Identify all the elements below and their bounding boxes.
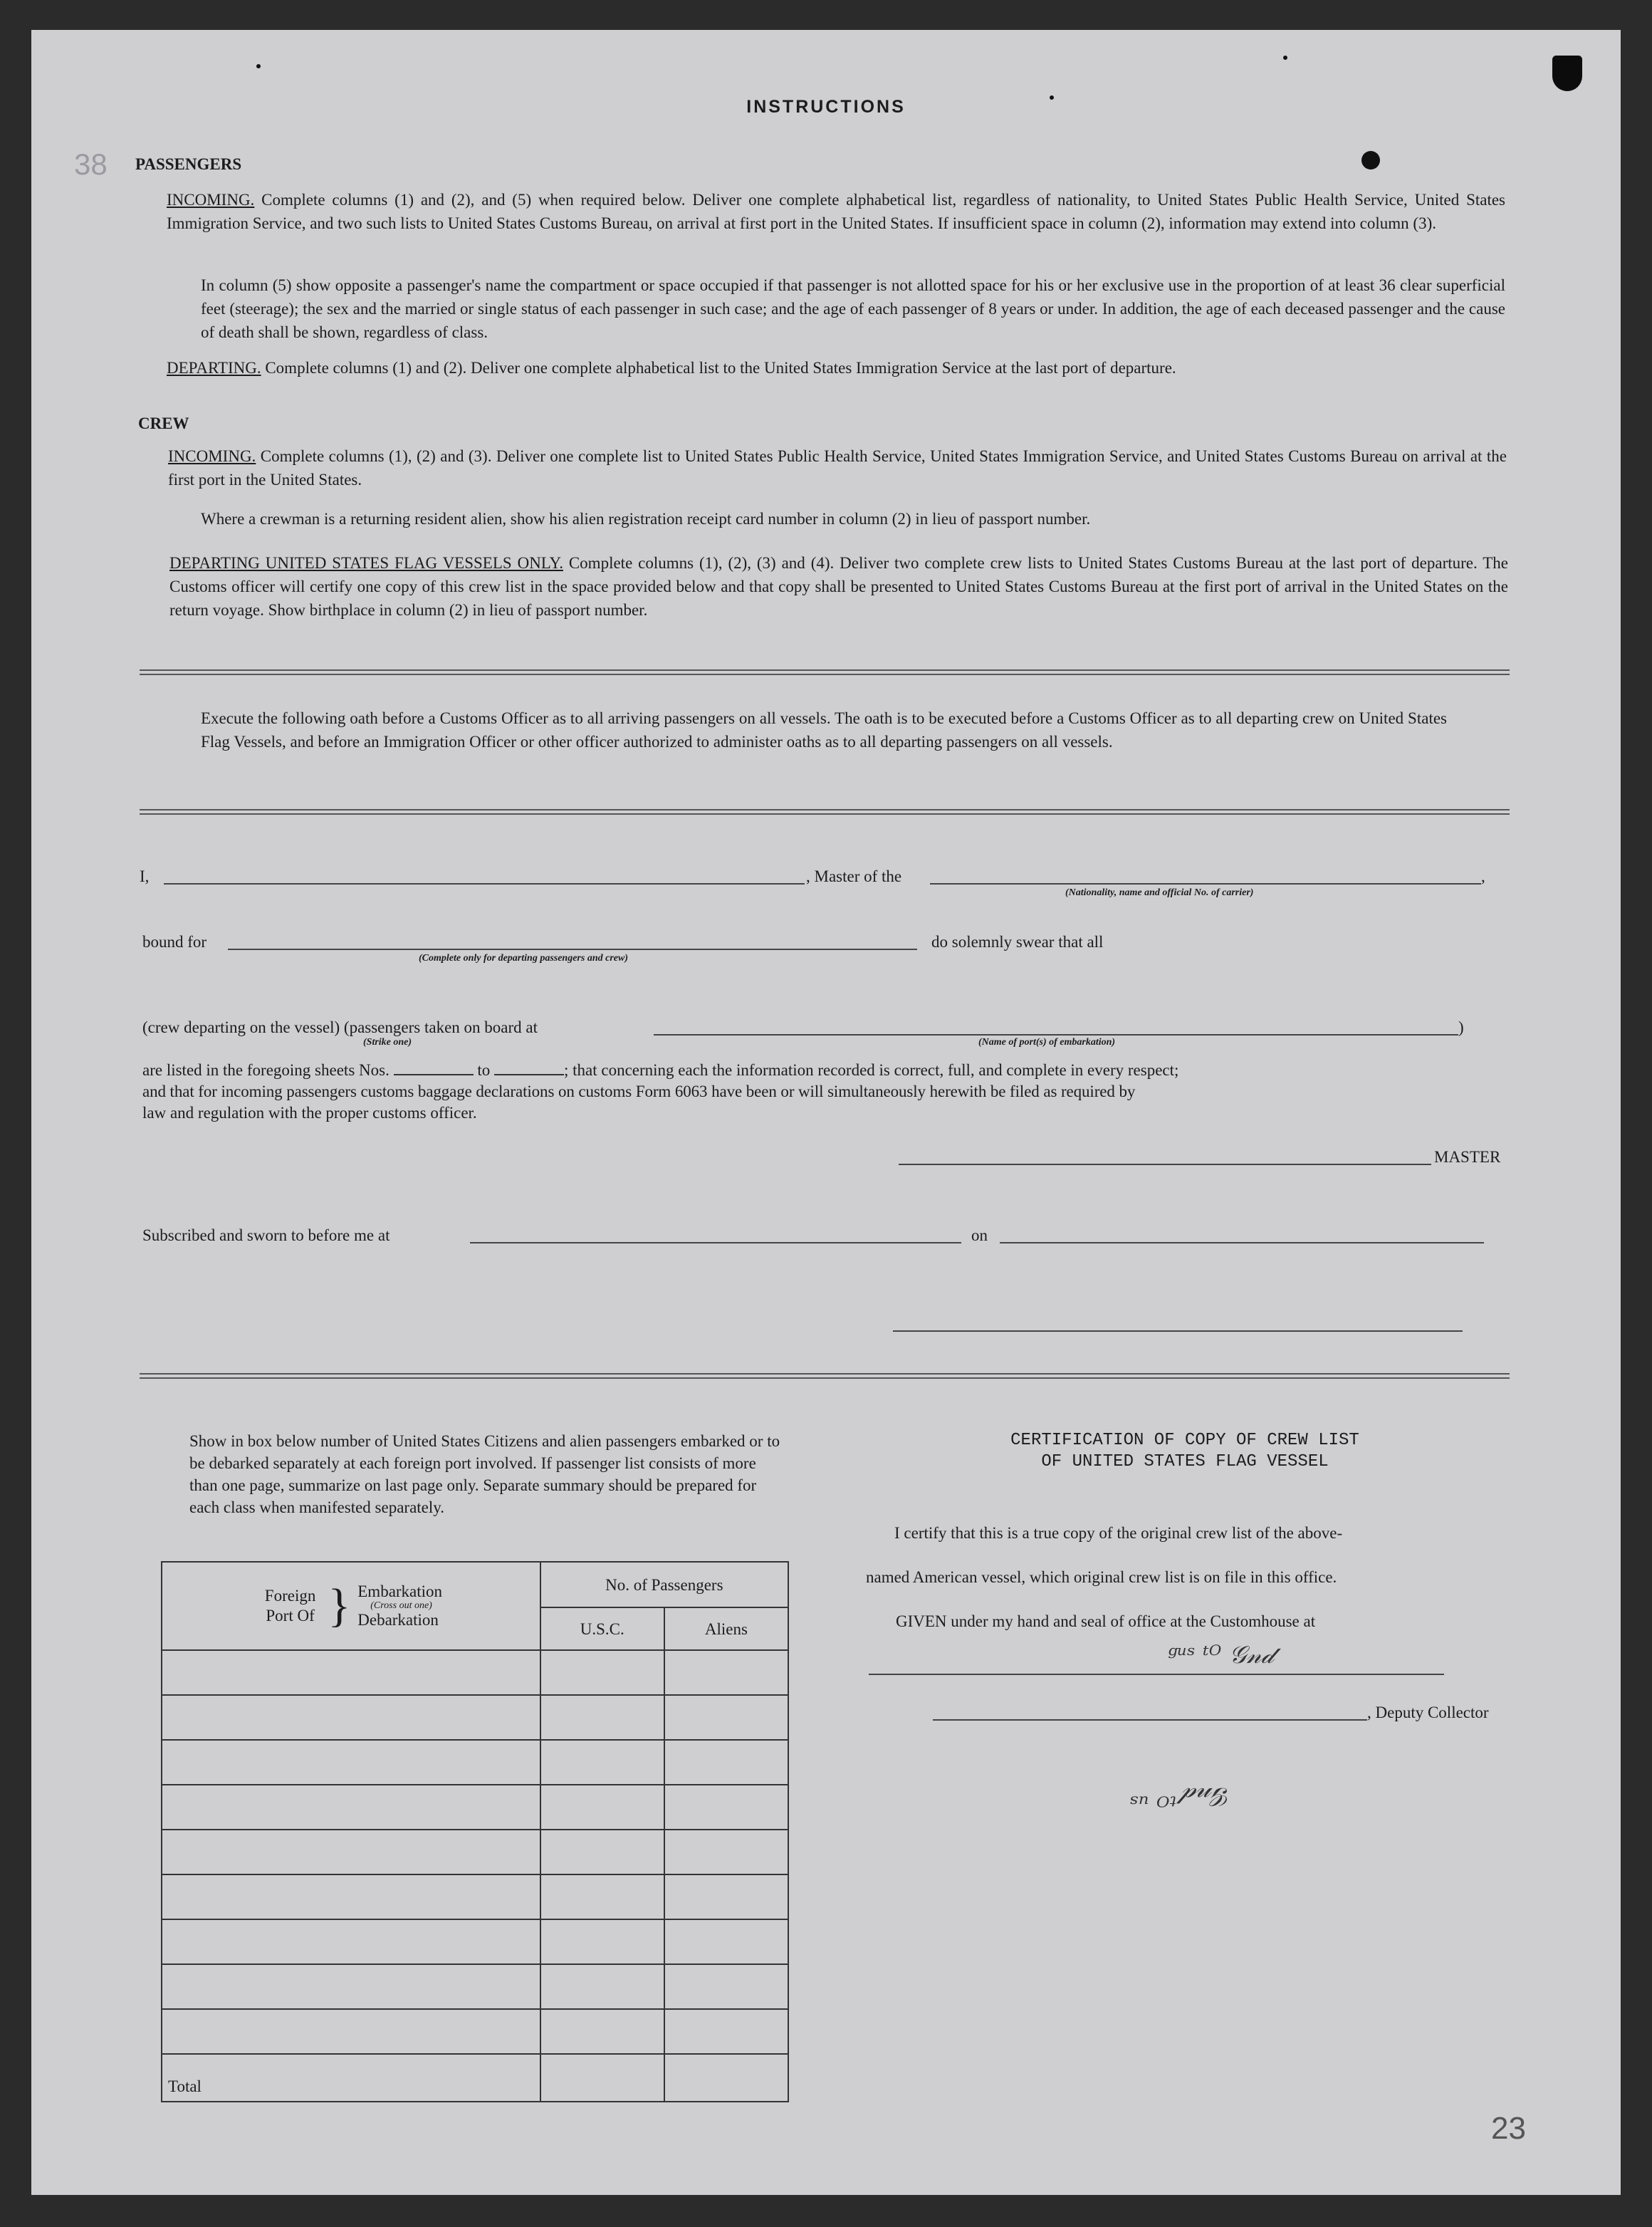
oath-line3: law and regulation with the proper customs officer. xyxy=(142,1104,477,1122)
brace: } xyxy=(328,1580,351,1632)
aliens-cell[interactable] xyxy=(664,1964,788,2009)
passengers-departing-text: Complete columns (1) and (2). Deliver one complete alphabetical list to the United States Immigration Service at the last port of departure. xyxy=(265,359,1176,377)
aliens-header: Aliens xyxy=(664,1607,788,1650)
divider xyxy=(140,669,1510,675)
oath-i-label: I, xyxy=(140,867,150,885)
port-cell[interactable] xyxy=(162,1695,540,1740)
divider xyxy=(140,809,1510,815)
strike-hint: (Strike one) xyxy=(363,1037,412,1048)
passengers-incoming xyxy=(167,188,1505,235)
port-cell[interactable] xyxy=(162,1919,540,1964)
summary-text: Show in box below number of United States Citizens and alien passengers embarked or to be debarked separately at each foreign port involved. If passenger list consists of more than one page, summarize on last page only. Separate summary should be prepared for each class when manifested separately. xyxy=(189,1432,780,1516)
sworn-place-line[interactable] xyxy=(470,1242,961,1243)
punch-hole xyxy=(1552,56,1582,91)
usc-cell[interactable] xyxy=(540,1695,664,1740)
usc-cell[interactable] xyxy=(540,2009,664,2054)
certification-heading xyxy=(886,1430,1484,1473)
foreign-port-header xyxy=(162,1562,540,1650)
page-title: INSTRUCTIONS xyxy=(746,97,906,117)
handwritten-mark: 𝒢𝓃𝒹 ᵗᴼ ᵘˢ xyxy=(1129,1782,1231,1811)
usc-cell[interactable] xyxy=(540,1964,664,2009)
deputy-signature-line[interactable] xyxy=(933,1719,1367,1721)
subscribed-label: Subscribed and sworn to before me at xyxy=(142,1226,390,1244)
form-sheet xyxy=(31,30,1621,2195)
nationality-hint: (Nationality, name and official No. of carrier) xyxy=(1065,887,1254,898)
on-label: on xyxy=(971,1226,988,1244)
usc-header: U.S.C. xyxy=(540,1607,664,1650)
deputy-collector-label: , Deputy Collector xyxy=(1367,1704,1489,1721)
table-row xyxy=(162,2009,788,2054)
ink-dot xyxy=(256,64,261,68)
passenger-summary-table xyxy=(161,1561,789,2102)
table-row xyxy=(162,1740,788,1785)
aliens-cell[interactable] xyxy=(664,1650,788,1695)
port-cell[interactable] xyxy=(162,2009,540,2054)
certification-heading-line2: OF UNITED STATES FLAG VESSEL xyxy=(1041,1452,1329,1471)
bound-for-hint: (Complete only for departing passengers and crew) xyxy=(419,953,628,964)
cross-out-hint: (Cross out one) xyxy=(370,1600,432,1611)
margin-page-number: 38 xyxy=(74,147,108,181)
handwritten-signature: ᵍᵘˢ ᵗᴼ 𝒢𝓃𝒹 xyxy=(1168,1641,1274,1669)
debarkation-label: Debarkation xyxy=(357,1611,439,1629)
passengers-departing xyxy=(167,356,1505,380)
table-row xyxy=(162,1695,788,1740)
usc-cell[interactable] xyxy=(540,1785,664,1830)
foreign-port-label: Foreign Port Of xyxy=(264,1587,316,1624)
port-cell[interactable] xyxy=(162,1650,540,1695)
swear-text: do solemnly swear that all xyxy=(931,933,1104,951)
bound-for-line[interactable] xyxy=(228,949,917,950)
passengers-incoming-label: INCOMING. xyxy=(167,191,255,209)
bound-for-label: bound for xyxy=(142,933,207,951)
crew-incoming-text: Complete columns (1), (2) and (3). Deliver one complete list to United States Public Health Service, United States Immigration Service, and United States Customs Bureau on arrival at the first port in the United States. xyxy=(168,447,1507,489)
listed-rest: ; that concerning each the information recorded is correct, full, and complete in every respect; xyxy=(563,1061,1179,1079)
aliens-total-cell[interactable] xyxy=(664,2054,788,2102)
passengers-column5: In column (5) show opposite a passenger's name the compartment or space occupied if that passenger is not allotted space for his or her exclusive use in the proportion of at least 36 clear superficial feet (steerage); the sex and the married or single status of each passenger in such case; and the age of each passenger of 8 years or under. In addition, the age of each deceased passenger and the cause of death shall be shown, regardless of class. xyxy=(201,276,1505,341)
crew-heading: CREW xyxy=(138,414,189,432)
sworn-date-line[interactable] xyxy=(1000,1242,1484,1243)
sheet-to-blank[interactable] xyxy=(494,1057,564,1075)
oath-master-of: , Master of the xyxy=(806,867,902,885)
comma: , xyxy=(1481,867,1485,885)
officer-signature-line[interactable] xyxy=(893,1330,1463,1332)
ink-blot xyxy=(1361,151,1380,169)
master-signature-line[interactable] xyxy=(899,1164,1431,1165)
total-row xyxy=(162,2054,788,2102)
margin-mark: 23 xyxy=(1491,2111,1526,2146)
aliens-cell[interactable] xyxy=(664,2009,788,2054)
crew-departing xyxy=(169,551,1508,622)
port-hint: (Name of port(s) of embarkation) xyxy=(978,1037,1116,1048)
crew-departing-clause: (crew departing on the vessel) (passengers taken on board at xyxy=(142,1018,538,1036)
master-label: MASTER xyxy=(1434,1148,1501,1166)
carrier-line[interactable] xyxy=(930,883,1481,885)
table-row xyxy=(162,1964,788,2009)
certification-heading-line1: CERTIFICATION OF COPY OF CREW LIST xyxy=(1010,1431,1359,1450)
close-paren: ) xyxy=(1458,1018,1464,1036)
usc-cell[interactable] xyxy=(540,1650,664,1695)
crew-departing-text: Complete columns (1), (2), (3) and (4). Deliver two complete crew lists to United States Customs Bureau at the last port of departure. The Customs officer will certify one copy of this crew list in the space provided below and that copy shall be presented to United States Customs Bureau at the first port of arrival in the United States on the return voyage. Show birthplace in column (2) in lieu of passport number. xyxy=(169,554,1509,619)
passengers-incoming-text: Complete columns (1) and (2), and (5) when required below. Deliver one complete alphabetical list, regardless of nationality, to United States Public Health Service, United States Immigration Service, and two such lists to United States Customs Bureau, on arrival at first port in the United States. If insufficient space in column (2), information may extend into column (3). xyxy=(167,191,1506,232)
usc-cell[interactable] xyxy=(540,1874,664,1919)
master-name-line[interactable] xyxy=(164,883,805,885)
table-row xyxy=(162,1919,788,1964)
certification-line3: GIVEN under my hand and seal of office at the Customhouse at xyxy=(896,1612,1316,1630)
divider xyxy=(140,1373,1510,1379)
customhouse-line[interactable] xyxy=(869,1674,1444,1675)
port-cell[interactable] xyxy=(162,1874,540,1919)
crew-incoming xyxy=(168,444,1507,491)
usc-total-cell[interactable] xyxy=(540,2054,664,2102)
listed-line xyxy=(142,1057,1514,1082)
aliens-cell[interactable] xyxy=(664,1785,788,1830)
aliens-cell[interactable] xyxy=(664,1874,788,1919)
listed-text: are listed in the foregoing sheets Nos. xyxy=(142,1061,390,1079)
aliens-cell[interactable] xyxy=(664,1830,788,1874)
ink-dot xyxy=(1283,56,1287,60)
oath-intro: Execute the following oath before a Customs Officer as to all arriving passengers on all vessels. The oath is to be executed before a Customs Officer as to all departing crew on United States Flag Vessels, and before an Immigration Officer or other officer authorized to administer oaths as to all departing passengers on all vessels. xyxy=(201,709,1447,751)
table-row xyxy=(162,1830,788,1874)
crew-incoming-label: INCOMING. xyxy=(168,447,256,465)
passengers-departing-label: DEPARTING. xyxy=(167,359,261,377)
port-cell[interactable] xyxy=(162,1740,540,1785)
usc-cell[interactable] xyxy=(540,1830,664,1874)
port-cell[interactable] xyxy=(162,1785,540,1830)
no-passengers-header: No. of Passengers xyxy=(540,1562,788,1607)
passengers-heading: PASSENGERS xyxy=(135,155,242,173)
usc-cell[interactable] xyxy=(540,1919,664,1964)
table-row xyxy=(162,1650,788,1695)
crew-resident: Where a crewman is a returning resident alien, show his alien registration receipt card number in column (2) in lieu of passport number. xyxy=(201,510,1091,528)
aliens-cell[interactable] xyxy=(664,1740,788,1785)
total-label: Total xyxy=(162,2054,540,2102)
sheet-from-blank[interactable] xyxy=(394,1057,474,1075)
crew-departing-label: DEPARTING UNITED STATES FLAG VESSELS ONLY. xyxy=(169,554,563,572)
to-text: to xyxy=(477,1061,491,1079)
port-cell[interactable] xyxy=(162,1964,540,2009)
aliens-cell[interactable] xyxy=(664,1919,788,1964)
embarkation-label: Embarkation xyxy=(357,1582,443,1600)
table-row xyxy=(162,1785,788,1830)
usc-cell[interactable] xyxy=(540,1740,664,1785)
certification-line2: named American vessel, which original crew list is on file in this office. xyxy=(866,1568,1337,1586)
aliens-cell[interactable] xyxy=(664,1695,788,1740)
table-row xyxy=(162,1874,788,1919)
oath-line2: and that for incoming passengers customs baggage declarations on customs Form 6063 have been or will simultaneously herewith be filed as required by xyxy=(142,1083,1136,1100)
port-cell[interactable] xyxy=(162,1830,540,1874)
certification-line1: I certify that this is a true copy of the original crew list of the above- xyxy=(894,1524,1343,1542)
embarkation-port-line[interactable] xyxy=(654,1034,1458,1036)
